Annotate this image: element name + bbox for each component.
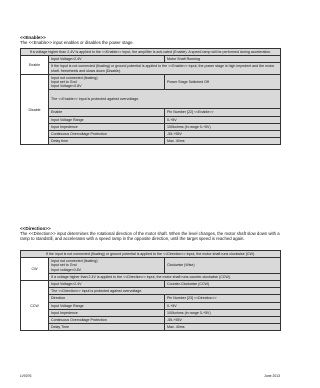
direction-note: If the input is not connected (floating) or ground potential is applied to the <<Direction>> input, the motor shaft runs clockwise (CW). [21, 251, 281, 258]
enable-spec-value: 100kohms (in range 0-+5V) [165, 123, 281, 130]
cw-condition: Input not connected (floating) Input set to Gnd Input voltage<0.8V [49, 258, 165, 274]
enable-spec-value: 0-+5V [165, 116, 281, 123]
direction-spec-label: Delay Time [49, 324, 165, 331]
enable-spec-value: Pin Number [22] <<Enable>> [165, 109, 281, 116]
enable-spec-label: Enable [49, 109, 165, 116]
disable-condition: Input not connected (floating) Input set to Gnd Input Voltage<0.8V [49, 74, 165, 90]
cw-result: Clockwise (Wise) [165, 258, 281, 274]
enable-intro: The <<Enable>> input enables or disables the power stage. [20, 40, 134, 45]
ccw-label: CCW [21, 281, 49, 331]
enable-condition: Input Voltage>2.4V [49, 56, 165, 63]
enable-heading: <<Enable>> [20, 35, 46, 40]
direction-spec-label: Input Impedence [49, 309, 165, 316]
ccw-desc: If a voltage higher than 2.4V is applied to the <<Direction>> input, the motor shaft runs counter-clockwise (CCW). [49, 273, 281, 280]
enable-table [20, 48, 281, 145]
enable-disable-desc: If the input is not connected (floating) or ground potential is applied to the <<Enable>> input, the power stage is high impedent and the motor shaft. freewheels and slows down (Disable). [49, 63, 281, 74]
cw-label: CW [21, 258, 49, 281]
direction-heading: <<Direction>> [20, 226, 51, 231]
direction-spec-value: Pin Number [23] <<Direction>> [165, 295, 281, 302]
enable-note: If a voltage higher than 2.4V is applied to the <<Enable>> input, the amplifier is acti-vated (Enable). A speed ramp will be performed during acceleration. [21, 49, 281, 56]
direction-spec-label: Input Voltage Range [49, 302, 165, 309]
direction-spec-value: 0-+5V [165, 302, 281, 309]
enable-spec-label: Delay time [49, 138, 165, 145]
enable-label: Enable [21, 56, 49, 75]
footer-date: June 2013 [264, 374, 280, 378]
disable-result: Power Stage Switched Off [165, 74, 281, 90]
enable-result: Motor Shaft Running [165, 56, 281, 63]
direction-spec-label: Continuous Overvoltage Protection [49, 317, 165, 324]
direction-spec-value: Max. 40ms [165, 324, 281, 331]
ccw-condition: Input Voltage>2.4V [49, 281, 165, 288]
direction-spec-value: 100kohms (in range 0-+5V) [165, 309, 281, 316]
direction-intro: The <<Direction>> input determines the rotational direction of the motor shaft. When the level changes, the motor shaft slow down with a ramp to standstill, and accelerates with a speed ramp in the opposite direction, until the target speed is reached again. [20, 231, 280, 242]
direction-spec-label: Direction [49, 295, 165, 302]
ccw-result: Counter-Clockwise (CCW) [165, 281, 281, 288]
enable-spec-label: Input Voltage Range [49, 116, 165, 123]
direction-spec-value: -55-+55V [165, 317, 281, 324]
direction-protect-note: The <<Direction>> input is protected against overvoltage. [49, 288, 281, 295]
enable-spec-value: Max. 40ms [165, 138, 281, 145]
enable-spec-label: Input Impedence [49, 123, 165, 130]
enable-spec-value: -55-+55V [165, 131, 281, 138]
direction-table [20, 250, 281, 331]
enable-protect-note: The <<Enable>> input is protected against overvoltage. [49, 90, 281, 109]
disable-label: Disable [21, 74, 49, 145]
footer-doc-id: LV0076 [20, 374, 32, 378]
enable-spec-label: Continuous Overvoltage Protection [49, 131, 165, 138]
